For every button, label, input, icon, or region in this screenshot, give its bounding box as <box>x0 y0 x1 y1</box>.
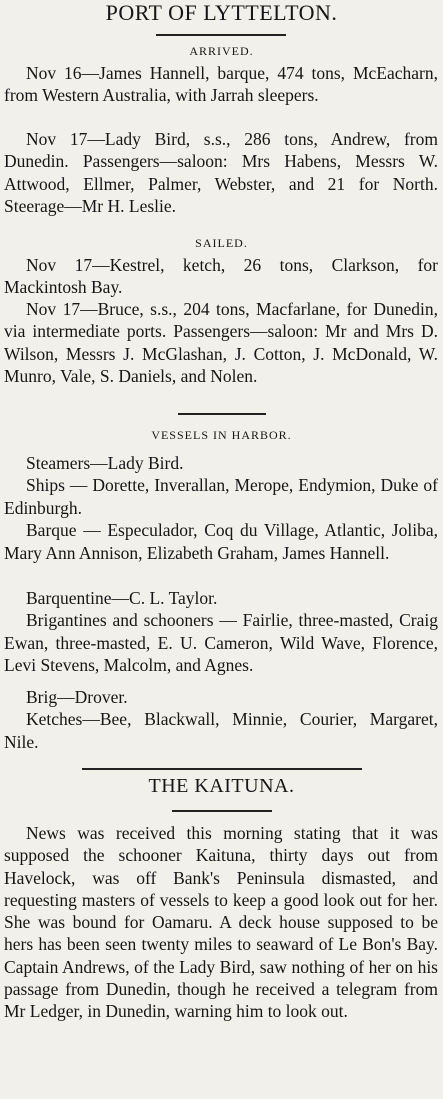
port-of-lyttelton-title: PORT OF LYTTELTON. <box>105 0 338 25</box>
sailed-heading: SAILED. <box>195 236 248 250</box>
harbor-entry: Ships — Dorette, Inverallan, Merope, Endymion, Duke of Edinburgh. <box>4 475 438 518</box>
harbor-entry: Brigantines and schooners — Fairlie, three-masted, Craig Ewan, three-masted, E. U. Cameron, Wild Wave, Florence, Levi Stevens, Malcolm, and Agnes. <box>4 610 438 676</box>
kaituna-body: News was received this morning stating that it was supposed the schooner Kaituna, thirty days out from Havelock, was off Bank's Peninsula dismasted, and requesting masters of vessels to keep a good look out for her. She was bound for Oamaru. A deck house supposed to be hers has been seen twenty miles to seaward of Le Bon's Bay. Captain Andrews, of the Lady Bird, saw nothing of her on his passage from Dunedin, though he received a telegram from Mr Ledger, in Dunedin, warning him to look out. <box>4 823 438 1022</box>
arrived-entry: Nov 16—James Hannell, barque, 474 tons, McEacharn, from Western Australia, with Jarrah sleepers. <box>4 63 438 106</box>
harbor-entry: Ketches—Bee, Blackwall, Minnie, Courier, Margaret, Nile. <box>4 709 438 752</box>
harbor-entry: Steamers—Lady Bird. <box>26 453 184 473</box>
kaituna-title: THE KAITUNA. <box>148 775 295 797</box>
sailed-entry: Nov 17—Kestrel, ketch, 26 tons, Clarkson, for Mackintosh Bay. <box>4 255 438 298</box>
title-rule <box>156 34 286 36</box>
arrived-entry: Nov 17—Lady Bird, s.s., 286 tons, Andrew, from Dunedin. Passengers—saloon: Mrs Habens, Messrs W. Attwood, Ellmer, Palmer, Webster, and 21 for North. Steerage—Mr H. Leslie. <box>4 129 438 216</box>
arrived-heading: ARRIVED. <box>189 44 254 58</box>
article-rule <box>82 768 362 770</box>
kaituna-title-rule <box>172 810 272 812</box>
section-rule <box>178 413 266 415</box>
vessels-in-harbor-heading: VESSELS IN HARBOR. <box>151 428 292 442</box>
harbor-entry: Barque — Especulador, Coq du Village, Atlantic, Joliba, Mary Ann Annison, Elizabeth Graham, James Hannell. <box>4 520 438 563</box>
harbor-entry: Brig—Drover. <box>26 687 128 707</box>
sailed-entry: Nov 17—Bruce, s.s., 204 tons, Macfarlane, for Dunedin, via intermediate ports. Passengers—saloon: Mr and Mrs D. Wilson, Messrs J. McGlashan, J. Cotton, J. McDonald, W. Munro, Vale, S. Daniels, and Nolen. <box>4 299 438 386</box>
harbor-entry: Barquentine—C. L. Taylor. <box>26 588 218 608</box>
